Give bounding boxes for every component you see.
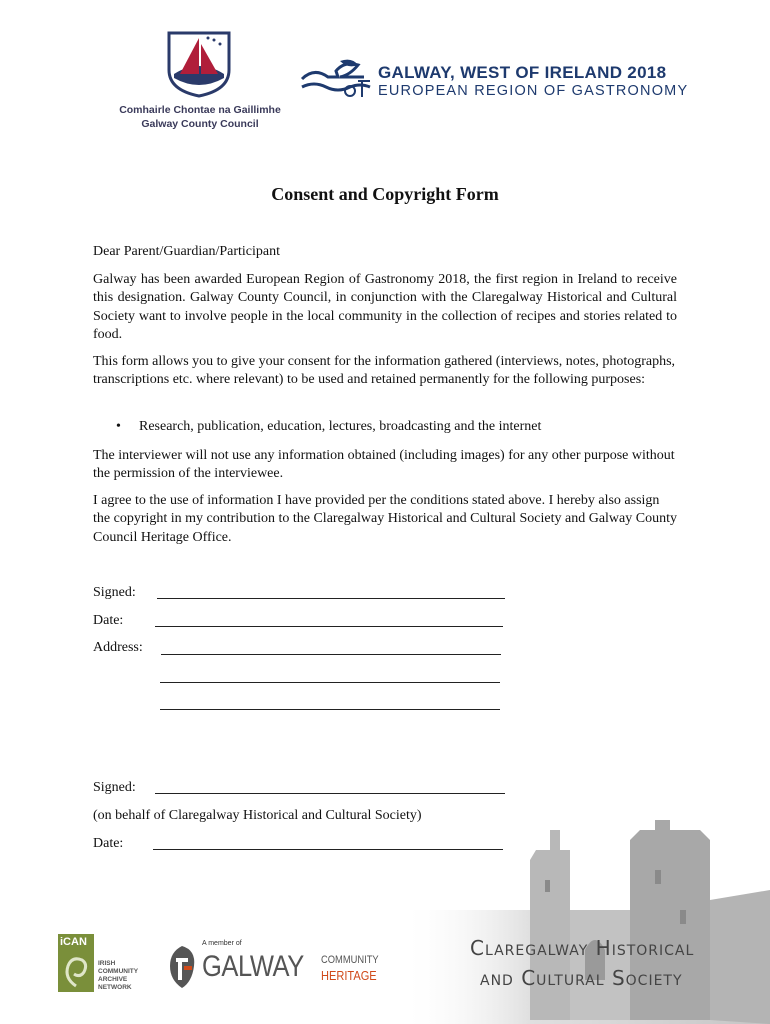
heritage-wordmark: HERITAGE xyxy=(321,968,377,983)
ican-badge xyxy=(58,934,94,992)
gastronomy-2018-logo xyxy=(300,55,689,105)
date-label: Date: xyxy=(93,613,124,628)
ican-badge-text: iCAN xyxy=(60,936,87,948)
society-signature-line[interactable] xyxy=(155,793,505,794)
ican-word-irish: IRISH xyxy=(98,960,116,967)
gastronomy-line1: GALWAY, WEST OF IRELAND 2018 xyxy=(378,63,667,82)
galway-community-heritage-logo xyxy=(166,940,396,992)
galway-county-council-logo xyxy=(110,30,290,135)
bullet-icon: • xyxy=(116,419,121,434)
ican-swirl-icon xyxy=(62,952,90,988)
society-name-line2: and Cultural Society xyxy=(480,966,683,990)
address-line-3[interactable] xyxy=(160,709,500,710)
council-crest-icon xyxy=(166,30,232,98)
castle-ruins-image xyxy=(400,820,770,1024)
on-behalf-text: (on behalf of Claregalway Historical and Cultural Society) xyxy=(93,808,422,823)
society-name-line1: Claregalway Historical xyxy=(470,936,695,960)
agreement-paragraph: I agree to the use of information I have provided per the conditions stated above. I hereby also assign the copyright in my contribution to the Claregalway Historical and Cultural Society and Galway County Council Heritage Office. xyxy=(93,493,677,545)
society-signed-label: Signed: xyxy=(93,780,136,795)
ican-word-archive: ARCHIVE xyxy=(98,976,128,983)
ican-word-community: COMMUNITY xyxy=(98,968,139,975)
society-date-label: Date: xyxy=(93,836,124,851)
permission-paragraph: The interviewer will not use any information obtained (including images) for any other purpose without the permission of the interviewee. xyxy=(93,448,675,482)
signature-line[interactable] xyxy=(157,598,505,599)
ican-word-network: NETWORK xyxy=(98,984,132,991)
date-line[interactable] xyxy=(155,626,503,627)
intro-paragraph: Galway has been awarded European Region of Gastronomy 2018, the first region in Ireland to receive this designation. Galway County Council, in conjunction with the Claregalway Historical and Cultural Society want to involve people in the local community in the collection of recipes and stories related to food. xyxy=(93,272,677,342)
form-title: Consent and Copyright Form xyxy=(271,184,499,204)
ican-logo xyxy=(58,934,158,994)
consent-paragraph: This form allows you to give your consent for the information gathered (interviews, notes, photographs, transcriptions etc. where relevant) to be used and retained permanently for the following purposes: xyxy=(93,354,676,388)
purpose-list-item: Research, publication, education, lectures, broadcasting and the internet xyxy=(139,419,542,434)
member-of-text: A member of xyxy=(202,940,242,947)
greeting: Dear Parent/Guardian/Participant xyxy=(93,244,280,259)
gastronomy-emblem-icon xyxy=(300,57,374,101)
council-name-irish: Comhairle Chontae na Gaillimhe xyxy=(119,104,281,116)
galway-wordmark: GALWAY xyxy=(202,950,304,983)
gastronomy-line2: EUROPEAN REGION OF GASTRONOMY xyxy=(378,83,689,99)
address-line-2[interactable] xyxy=(160,682,500,683)
signed-label: Signed: xyxy=(93,585,136,600)
council-name-english: Galway County Council xyxy=(141,118,259,130)
community-wordmark: COMMUNITY xyxy=(321,954,379,966)
heritage-emblem-icon xyxy=(166,944,198,990)
address-line-1[interactable] xyxy=(161,654,501,655)
address-label: Address: xyxy=(93,640,143,655)
